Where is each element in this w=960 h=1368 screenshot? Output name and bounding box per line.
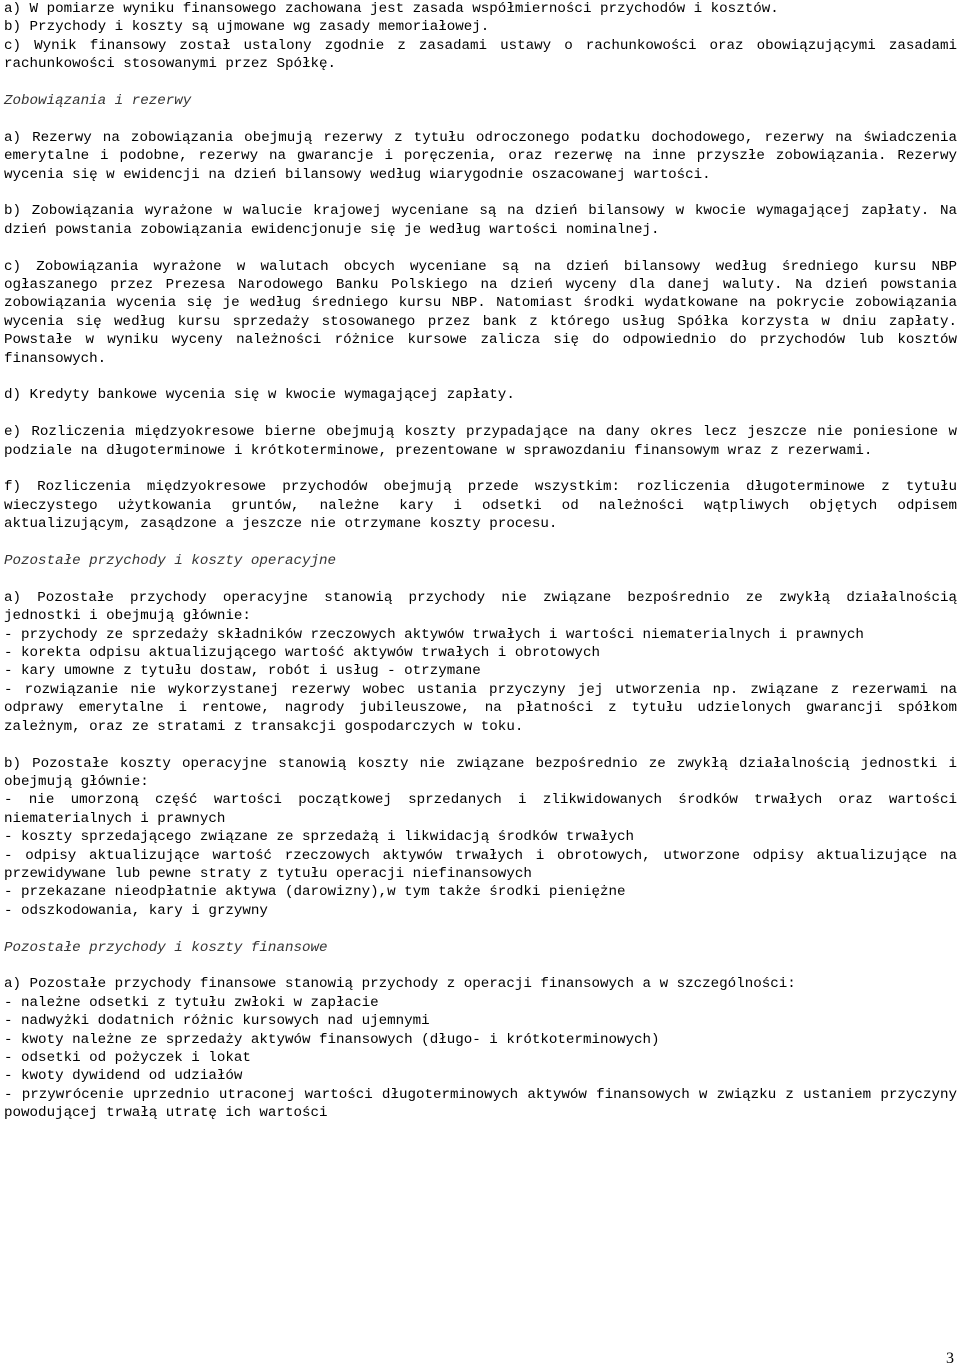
list-item: - koszty sprzedającego związane ze sprzedażą i likwidacją środków trwałych — [4, 829, 635, 846]
list-item: - korekta odpisu aktualizującego wartość aktywów trwałych i obrotowych — [4, 645, 600, 662]
list-item: - kwoty należne ze sprzedaży aktywów finansowych (długo- i krótkoterminowych) — [4, 1031, 660, 1048]
list-item: - odpisy aktualizujące wartość rzeczowych aktywów trwałych i obrotowych, utworzone odpisy aktualizujące na przewidywane lub pewne straty z tytułu operacji niefinansowych — [4, 847, 957, 882]
list-item: - nie umorzoną część wartości początkowej sprzedanych i zlikwidowanych środków trwałych oraz wartości niematerialnych i prawnych — [4, 792, 957, 827]
intro-c: c) Wynik finansowy został ustalony zgodnie z zasadami ustawy o rachunkowości oraz obowiązującymi zasadami rachunkowości stosowanymi przez Spółkę. — [4, 37, 957, 73]
list-item: - rozwiązanie nie wykorzystanej rezerwy wobec ustania przyczyny jej utworzenia np. związane z rezerwami na odprawy emerytalne i rentowe, nagrody jubileuszowe, na płatności z tytułu udzielonych gwarancji spółkom zależnym, oraz ze stratami z transakcji gospodarczych w toku. — [4, 681, 957, 735]
section-heading-zobowiazania: Zobowiązania i rezerwy — [4, 93, 192, 110]
zobowiazania-d: d) Kredyty bankowe wycenia się w kwocie wymagającej zapłaty. — [4, 387, 515, 404]
operacyjne-b-intro: b) Pozostałe koszty operacyjne stanowią koszty nie związane bezpośrednio ze zwykłą działalnością jednostki i obejmują głównie: — [4, 755, 957, 790]
zobowiazania-e: e) Rozliczenia międzyokresowe bierne obejmują koszty przypadające na dany okres lecz jeszcze nie poniesione w podziale na długoterminowe i krótkoterminowe, prezentowane w sprawozdaniu finansowym wraz z rezerwami. — [4, 424, 957, 459]
zobowiazania-f: f) Rozliczenia międzyokresowe przychodów obejmują przede wszystkim: rozliczenia długoterminowe z tytułu wieczystego użytkowania gruntów, należne kary i odsetki od należności wątpliwych objętych odpisem aktualizującym, zasądzone a jeszcze nie otrzymane koszty procesu. — [4, 479, 957, 533]
intro-b: b) Przychody i koszty są ujmowane wg zasady memoriałowej. — [4, 19, 490, 36]
list-item: - kwoty dywidend od udziałów — [4, 1068, 243, 1085]
list-item: - kary umowne z tytułu dostaw, robót i usług - otrzymane — [4, 663, 481, 680]
section-heading-operacyjne: Pozostałe przychody i koszty operacyjne — [4, 553, 337, 570]
zobowiazania-a: a) Rezerwy na zobowiązania obejmują rezerwy z tytułu odroczonego podatku dochodowego, rezerwy na świadczenia emerytalne i podobne, rezerwy na gwarancje i poręczenia, oraz rezerwę na inne przyszłe zobowiązania. Rezerwy wycenia się w ewidencji na dzień bilansowy według wiarygodnie oszacowanej wartości. — [4, 129, 957, 183]
list-item: - nadwyżki dodatnich różnic kursowych nad ujemnymi — [4, 1013, 430, 1030]
section-heading-finansowe: Pozostałe przychody i koszty finansowe — [4, 939, 328, 956]
list-item: - przywrócenie uprzednio utraconej wartości długoterminowych aktywów finansowych w związku z ustaniem przyczyny powodującej trwałą utratę ich wartości — [4, 1086, 957, 1122]
finansowe-a-intro: a) Pozostałe przychody finansowe stanowią przychody z operacji finansowych a w szczególności: — [4, 976, 796, 993]
operacyjne-a-intro: a) Pozostałe przychody operacyjne stanowią przychody nie związane bezpośrednio ze zwykłą działalnością jednostki i obejmują głównie: — [4, 589, 957, 625]
zobowiazania-b: b) Zobowiązania wyrażone w walucie krajowej wyceniane są na dzień bilansowy w kwocie wymagającej zapłaty. Na dzień powstania zobowiązania ewidencjonuje się je według wartości nominalnej. — [4, 203, 957, 238]
list-item: - odszkodowania, kary i grzywny — [4, 902, 268, 919]
intro-a: a) W pomiarze wyniku finansowego zachowana jest zasada współmierności przychodów i kosztów. — [4, 1, 779, 17]
document-page — [4, 0, 957, 1123]
page-number: 3 — [946, 1350, 954, 1367]
list-item: - przychody ze sprzedaży składników rzeczowych aktywów trwałych i wartości niematerialnych i prawnych — [4, 626, 864, 643]
list-item: - odsetki od pożyczek i lokat — [4, 1049, 251, 1066]
list-item: - należne odsetki z tytułu zwłoki w zapłacie — [4, 994, 379, 1011]
list-item: - przekazane nieodpłatnie aktywa (darowizny),w tym także środki pieniężne — [4, 884, 626, 901]
zobowiazania-c: c) Zobowiązania wyrażone w walutach obcych wyceniane są na dzień bilansowy według średniego kursu NBP ogłaszanego przez Prezesa Narodowego Banku Polskiego na dzień wyceny dla danej waluty. Na dzień powstania zobowiązania wycenia się je według średniego kursu NBP. Natomiast środki wydatkowane na pokrycie zobowiązania wycenia się według kursu sprzedaży stosowanego przez bank z którego usług Spółka korzysta w dniu zapłaty. Powstałe w wyniku wyceny należności różnice kursowe zalicza się do odpowiednio do przychodów lub kosztów finansowych. — [4, 258, 957, 367]
